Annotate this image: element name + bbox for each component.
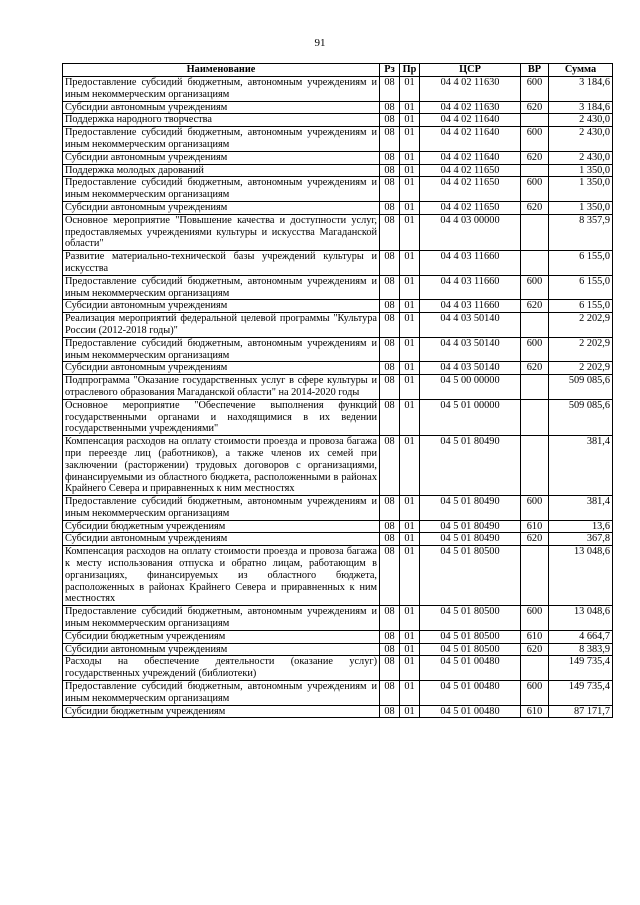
cell-vr: 600 bbox=[521, 177, 549, 202]
cell-rz: 08 bbox=[380, 362, 400, 375]
cell-pr: 01 bbox=[400, 630, 420, 643]
cell-vr: 610 bbox=[521, 520, 549, 533]
cell-sum: 13,6 bbox=[549, 520, 613, 533]
cell-rz: 08 bbox=[380, 313, 400, 338]
cell-sum: 381,4 bbox=[549, 496, 613, 521]
cell-rz: 08 bbox=[380, 436, 400, 496]
cell-csr: 04 5 01 80490 bbox=[420, 496, 521, 521]
cell-rz: 08 bbox=[380, 127, 400, 152]
table-row bbox=[63, 656, 613, 681]
cell-sum: 367,8 bbox=[549, 533, 613, 546]
cell-sum: 2 430,0 bbox=[549, 151, 613, 164]
cell-rz: 08 bbox=[380, 300, 400, 313]
table-row bbox=[63, 606, 613, 631]
cell-name: Субсидии автономным учреждениям bbox=[63, 101, 380, 114]
cell-vr bbox=[521, 546, 549, 606]
cell-sum: 2 202,9 bbox=[549, 313, 613, 338]
cell-pr: 01 bbox=[400, 101, 420, 114]
budget-table bbox=[62, 63, 613, 718]
cell-sum: 2 430,0 bbox=[549, 127, 613, 152]
cell-pr: 01 bbox=[400, 77, 420, 102]
cell-csr: 04 4 02 11630 bbox=[420, 77, 521, 102]
cell-rz: 08 bbox=[380, 151, 400, 164]
cell-sum: 2 202,9 bbox=[549, 337, 613, 362]
cell-vr bbox=[521, 114, 549, 127]
cell-rz: 08 bbox=[380, 375, 400, 400]
cell-vr: 600 bbox=[521, 337, 549, 362]
cell-pr: 01 bbox=[400, 251, 420, 276]
cell-vr: 600 bbox=[521, 77, 549, 102]
table-row bbox=[63, 496, 613, 521]
table-row bbox=[63, 533, 613, 546]
table-row bbox=[63, 313, 613, 338]
cell-name: Реализация мероприятий федеральной целевой программы "Культура России (2012-2018 годы)" bbox=[63, 313, 380, 338]
cell-name: Предоставление субсидий бюджетным, автономным учреждениям и иным некоммерческим организациям bbox=[63, 275, 380, 300]
cell-vr: 600 bbox=[521, 681, 549, 706]
cell-csr: 04 5 01 80500 bbox=[420, 630, 521, 643]
header-pr: Пр bbox=[400, 64, 420, 77]
cell-name: Предоставление субсидий бюджетным, автономным учреждениям и иным некоммерческим организациям bbox=[63, 681, 380, 706]
cell-rz: 08 bbox=[380, 630, 400, 643]
cell-pr: 01 bbox=[400, 436, 420, 496]
cell-name: Основное мероприятие "Обеспечение выполнения функций государственными органами и находящимися в их ведении государственными учреждениями" bbox=[63, 399, 380, 435]
cell-vr: 620 bbox=[521, 362, 549, 375]
cell-sum: 13 048,6 bbox=[549, 606, 613, 631]
cell-csr: 04 5 01 80490 bbox=[420, 436, 521, 496]
cell-csr: 04 4 03 50140 bbox=[420, 313, 521, 338]
cell-name: Поддержка народного творчества bbox=[63, 114, 380, 127]
cell-sum: 381,4 bbox=[549, 436, 613, 496]
cell-csr: 04 5 01 80490 bbox=[420, 520, 521, 533]
table-row bbox=[63, 177, 613, 202]
cell-pr: 01 bbox=[400, 656, 420, 681]
table-row bbox=[63, 546, 613, 606]
cell-rz: 08 bbox=[380, 114, 400, 127]
cell-pr: 01 bbox=[400, 177, 420, 202]
header-sum: Сумма bbox=[549, 64, 613, 77]
cell-rz: 08 bbox=[380, 77, 400, 102]
table-row bbox=[63, 300, 613, 313]
cell-pr: 01 bbox=[400, 520, 420, 533]
cell-sum: 1 350,0 bbox=[549, 177, 613, 202]
cell-sum: 3 184,6 bbox=[549, 101, 613, 114]
cell-name: Субсидии бюджетным учреждениям bbox=[63, 520, 380, 533]
cell-vr bbox=[521, 375, 549, 400]
cell-sum: 8 383,9 bbox=[549, 643, 613, 656]
cell-rz: 08 bbox=[380, 275, 400, 300]
cell-rz: 08 bbox=[380, 337, 400, 362]
table-row bbox=[63, 251, 613, 276]
cell-pr: 01 bbox=[400, 362, 420, 375]
cell-pr: 01 bbox=[400, 375, 420, 400]
cell-pr: 01 bbox=[400, 705, 420, 718]
cell-pr: 01 bbox=[400, 496, 420, 521]
cell-name: Предоставление субсидий бюджетным, автономным учреждениям и иным некоммерческим организациям bbox=[63, 496, 380, 521]
cell-name: Поддержка молодых дарований bbox=[63, 164, 380, 177]
cell-vr bbox=[521, 313, 549, 338]
cell-csr: 04 4 02 11640 bbox=[420, 114, 521, 127]
cell-pr: 01 bbox=[400, 214, 420, 250]
cell-name: Основное мероприятие "Повышение качества и доступности услуг, предоставляемых учреждениями культуры и искусства Магаданской области" bbox=[63, 214, 380, 250]
cell-vr bbox=[521, 399, 549, 435]
cell-csr: 04 4 03 11660 bbox=[420, 300, 521, 313]
table-row bbox=[63, 399, 613, 435]
cell-pr: 01 bbox=[400, 337, 420, 362]
cell-csr: 04 4 03 11660 bbox=[420, 275, 521, 300]
cell-pr: 01 bbox=[400, 681, 420, 706]
cell-vr: 600 bbox=[521, 275, 549, 300]
cell-name: Подпрограмма "Оказание государственных услуг в сфере культуры и отраслевого образования Магаданской области" на 2014-2020 годы bbox=[63, 375, 380, 400]
cell-rz: 08 bbox=[380, 546, 400, 606]
cell-sum: 2 430,0 bbox=[549, 114, 613, 127]
cell-vr: 600 bbox=[521, 606, 549, 631]
cell-csr: 04 4 03 00000 bbox=[420, 214, 521, 250]
cell-pr: 01 bbox=[400, 201, 420, 214]
table-row bbox=[63, 77, 613, 102]
cell-vr bbox=[521, 164, 549, 177]
cell-name: Субсидии автономным учреждениям bbox=[63, 643, 380, 656]
cell-name: Субсидии автономным учреждениям bbox=[63, 151, 380, 164]
cell-csr: 04 5 01 80500 bbox=[420, 546, 521, 606]
cell-pr: 01 bbox=[400, 546, 420, 606]
cell-pr: 01 bbox=[400, 606, 420, 631]
cell-name: Расходы на обеспечение деятельности (оказание услуг) государственных учреждений (библиотеки) bbox=[63, 656, 380, 681]
cell-sum: 149 735,4 bbox=[549, 681, 613, 706]
table-body bbox=[63, 77, 613, 718]
cell-vr: 620 bbox=[521, 101, 549, 114]
cell-csr: 04 5 01 00000 bbox=[420, 399, 521, 435]
table-row bbox=[63, 114, 613, 127]
cell-rz: 08 bbox=[380, 606, 400, 631]
table-row bbox=[63, 151, 613, 164]
table-row bbox=[63, 164, 613, 177]
cell-vr bbox=[521, 214, 549, 250]
header-name: Наименование bbox=[63, 64, 380, 77]
cell-rz: 08 bbox=[380, 643, 400, 656]
cell-csr: 04 4 02 11650 bbox=[420, 164, 521, 177]
cell-rz: 08 bbox=[380, 656, 400, 681]
cell-vr bbox=[521, 436, 549, 496]
cell-sum: 4 664,7 bbox=[549, 630, 613, 643]
table-row bbox=[63, 520, 613, 533]
cell-sum: 13 048,6 bbox=[549, 546, 613, 606]
cell-rz: 08 bbox=[380, 177, 400, 202]
cell-csr: 04 4 02 11630 bbox=[420, 101, 521, 114]
cell-pr: 01 bbox=[400, 313, 420, 338]
table-row bbox=[63, 214, 613, 250]
cell-pr: 01 bbox=[400, 127, 420, 152]
cell-vr: 600 bbox=[521, 496, 549, 521]
cell-csr: 04 5 01 00480 bbox=[420, 681, 521, 706]
header-vr: ВР bbox=[521, 64, 549, 77]
cell-name: Субсидии бюджетным учреждениям bbox=[63, 705, 380, 718]
table-row bbox=[63, 436, 613, 496]
cell-name: Предоставление субсидий бюджетным, автономным учреждениям и иным некоммерческим организациям bbox=[63, 127, 380, 152]
cell-name: Субсидии автономным учреждениям bbox=[63, 201, 380, 214]
cell-rz: 08 bbox=[380, 164, 400, 177]
cell-sum: 3 184,6 bbox=[549, 77, 613, 102]
cell-csr: 04 5 01 80500 bbox=[420, 606, 521, 631]
cell-rz: 08 bbox=[380, 399, 400, 435]
cell-vr: 620 bbox=[521, 300, 549, 313]
cell-pr: 01 bbox=[400, 643, 420, 656]
cell-sum: 1 350,0 bbox=[549, 164, 613, 177]
cell-pr: 01 bbox=[400, 275, 420, 300]
cell-vr: 620 bbox=[521, 151, 549, 164]
cell-csr: 04 4 03 50140 bbox=[420, 337, 521, 362]
cell-rz: 08 bbox=[380, 101, 400, 114]
cell-sum: 2 202,9 bbox=[549, 362, 613, 375]
cell-vr: 620 bbox=[521, 643, 549, 656]
cell-vr: 620 bbox=[521, 201, 549, 214]
cell-csr: 04 5 01 00480 bbox=[420, 656, 521, 681]
cell-csr: 04 5 01 00480 bbox=[420, 705, 521, 718]
cell-name: Субсидии автономным учреждениям bbox=[63, 300, 380, 313]
cell-pr: 01 bbox=[400, 533, 420, 546]
cell-sum: 6 155,0 bbox=[549, 300, 613, 313]
table-row bbox=[63, 127, 613, 152]
table-row bbox=[63, 705, 613, 718]
table-row bbox=[63, 337, 613, 362]
cell-name: Предоставление субсидий бюджетным, автономным учреждениям и иным некоммерческим организациям bbox=[63, 337, 380, 362]
cell-name: Предоставление субсидий бюджетным, автономным учреждениям и иным некоммерческим организациям bbox=[63, 77, 380, 102]
header-csr: ЦСР bbox=[420, 64, 521, 77]
cell-vr: 610 bbox=[521, 705, 549, 718]
table-row bbox=[63, 375, 613, 400]
cell-pr: 01 bbox=[400, 164, 420, 177]
cell-csr: 04 4 03 50140 bbox=[420, 362, 521, 375]
cell-rz: 08 bbox=[380, 201, 400, 214]
cell-csr: 04 4 03 11660 bbox=[420, 251, 521, 276]
cell-vr: 610 bbox=[521, 630, 549, 643]
cell-pr: 01 bbox=[400, 399, 420, 435]
cell-sum: 509 085,6 bbox=[549, 375, 613, 400]
cell-rz: 08 bbox=[380, 705, 400, 718]
cell-sum: 6 155,0 bbox=[549, 251, 613, 276]
cell-name: Развитие материально-технической базы учреждений культуры и искусства bbox=[63, 251, 380, 276]
header-rz: Рз bbox=[380, 64, 400, 77]
table-row bbox=[63, 275, 613, 300]
cell-sum: 87 171,7 bbox=[549, 705, 613, 718]
cell-rz: 08 bbox=[380, 533, 400, 546]
cell-name: Предоставление субсидий бюджетным, автономным учреждениям и иным некоммерческим организациям bbox=[63, 606, 380, 631]
cell-sum: 6 155,0 bbox=[549, 275, 613, 300]
table-row bbox=[63, 630, 613, 643]
cell-csr: 04 4 02 11650 bbox=[420, 177, 521, 202]
table-row bbox=[63, 101, 613, 114]
cell-rz: 08 bbox=[380, 214, 400, 250]
cell-name: Субсидии автономным учреждениям bbox=[63, 533, 380, 546]
cell-csr: 04 5 00 00000 bbox=[420, 375, 521, 400]
cell-csr: 04 4 02 11650 bbox=[420, 201, 521, 214]
cell-sum: 149 735,4 bbox=[549, 656, 613, 681]
cell-name: Субсидии бюджетным учреждениям bbox=[63, 630, 380, 643]
table-header-row bbox=[63, 64, 613, 77]
cell-rz: 08 bbox=[380, 520, 400, 533]
cell-pr: 01 bbox=[400, 114, 420, 127]
cell-pr: 01 bbox=[400, 300, 420, 313]
cell-sum: 509 085,6 bbox=[549, 399, 613, 435]
cell-csr: 04 4 02 11640 bbox=[420, 127, 521, 152]
cell-sum: 8 357,9 bbox=[549, 214, 613, 250]
table-row bbox=[63, 362, 613, 375]
cell-sum: 1 350,0 bbox=[549, 201, 613, 214]
cell-rz: 08 bbox=[380, 681, 400, 706]
cell-vr bbox=[521, 251, 549, 276]
cell-rz: 08 bbox=[380, 496, 400, 521]
cell-csr: 04 4 02 11640 bbox=[420, 151, 521, 164]
cell-name: Компенсация расходов на оплату стоимости проезда и провоза багажа при переезде лиц (работников), а также членов их семей при заключении (расторжении) трудовых договоров с организациями, финансируемыми из областного бюджета, расположенными в районах Крайнего Севера и приравненных к ним местностях bbox=[63, 436, 380, 496]
cell-csr: 04 5 01 80500 bbox=[420, 643, 521, 656]
table-row bbox=[63, 201, 613, 214]
cell-name: Субсидии автономным учреждениям bbox=[63, 362, 380, 375]
page-number: 91 bbox=[314, 37, 326, 49]
cell-name: Предоставление субсидий бюджетным, автономным учреждениям и иным некоммерческим организациям bbox=[63, 177, 380, 202]
cell-vr: 620 bbox=[521, 533, 549, 546]
cell-csr: 04 5 01 80490 bbox=[420, 533, 521, 546]
cell-vr bbox=[521, 656, 549, 681]
table-row bbox=[63, 681, 613, 706]
cell-pr: 01 bbox=[400, 151, 420, 164]
cell-name: Компенсация расходов на оплату стоимости проезда и провоза багажа к месту использования отпуска и обратно лицам, работающим в организациях, финансируемых из областного бюджета, расположенных в районах Крайнего Севера и приравненных к ним местностях bbox=[63, 546, 380, 606]
cell-vr: 600 bbox=[521, 127, 549, 152]
cell-rz: 08 bbox=[380, 251, 400, 276]
table-row bbox=[63, 643, 613, 656]
